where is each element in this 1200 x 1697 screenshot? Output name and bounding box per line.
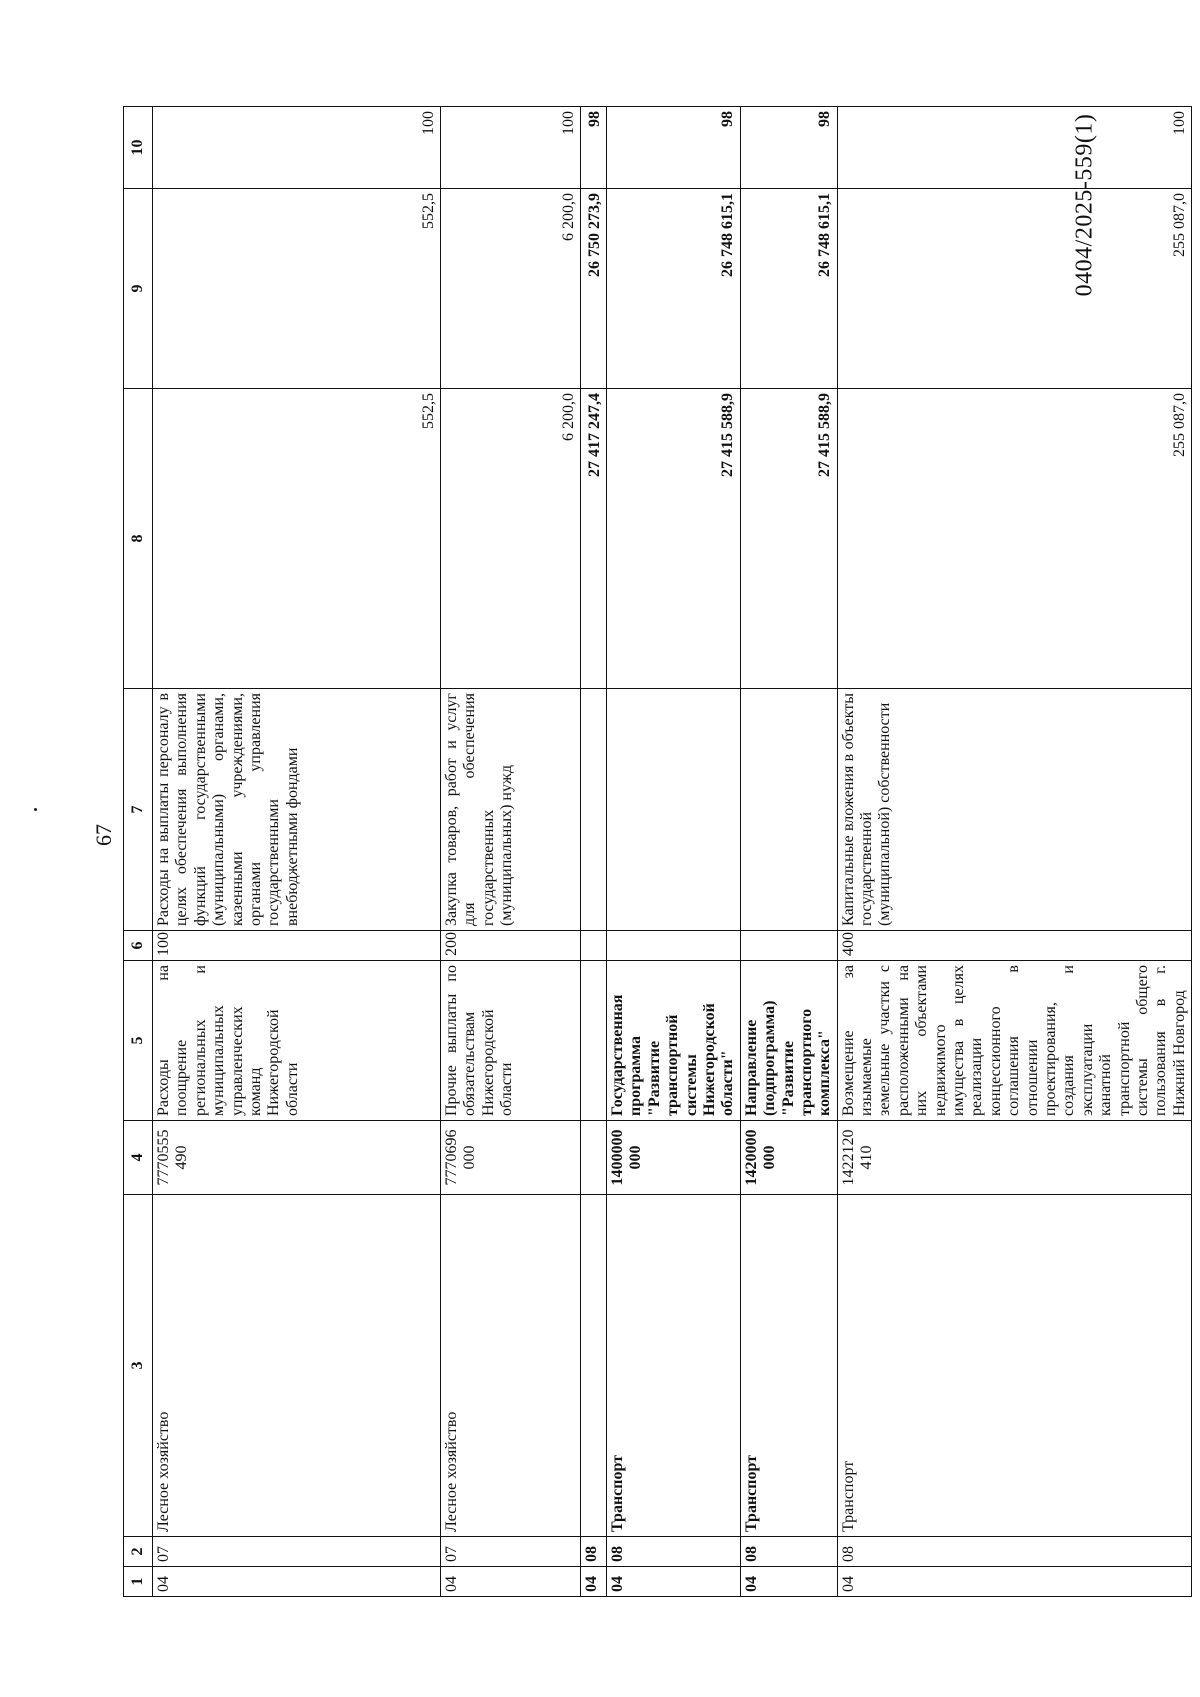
cell-actual: 26 748 615,1 — [607, 189, 741, 389]
cell-section: 04 — [607, 1567, 741, 1597]
table-row — [607, 107, 741, 1597]
col-header-3: 3 — [124, 1195, 153, 1537]
cell-target-code: 7770555 490 — [153, 1121, 441, 1195]
table-row — [581, 107, 607, 1597]
cell-section: 04 — [837, 1567, 1191, 1597]
cell-subsection: 07 — [441, 1537, 581, 1567]
cell-percent: 98 — [581, 107, 607, 189]
cell-expense-type: 400 — [837, 931, 1191, 961]
cell-actual: 26 750 273,9 — [581, 189, 607, 389]
cell-expense-name: Закупка товаров, работ и услуг для обеспечения государственных (муниципальных) нужд — [441, 689, 581, 931]
cell-expense-type — [581, 931, 607, 961]
col-header-5: 5 — [124, 961, 153, 1121]
cell-actual: 6 200,0 — [441, 189, 581, 389]
col-header-7: 7 — [124, 689, 153, 931]
cell-plan: 27 415 588,9 — [607, 389, 741, 689]
cell-expense-type: 200 — [441, 931, 581, 961]
cell-target-name: Прочие выплаты по обязательствам Нижегородской области — [441, 961, 581, 1121]
cell-actual: 26 748 615,1 — [740, 189, 837, 389]
cell-target-name — [581, 961, 607, 1121]
cell-section-name: Транспорт — [607, 1195, 741, 1537]
table-row — [441, 107, 581, 1597]
cell-actual: 255 087,0 — [837, 189, 1191, 389]
cell-plan: 27 415 588,9 — [740, 389, 837, 689]
page-number: 67 — [91, 824, 116, 846]
table-row — [153, 107, 441, 1597]
cell-target-code: 7770696 000 — [441, 1121, 581, 1195]
cell-target-code: 1400000 000 — [607, 1121, 741, 1195]
cell-target-code: 1422120 410 — [837, 1121, 1191, 1195]
cell-expense-name — [740, 689, 837, 931]
cell-percent: 98 — [740, 107, 837, 189]
cell-percent: 100 — [837, 107, 1191, 189]
cell-section-name — [581, 1195, 607, 1537]
cell-section-name: Лесное хозяйство — [153, 1195, 441, 1537]
cell-subsection: 08 — [740, 1537, 837, 1567]
cell-subsection: 08 — [581, 1537, 607, 1567]
col-header-6: 6 — [124, 931, 153, 961]
col-header-9: 9 — [124, 189, 153, 389]
document-code: 0404/2025-559(1) — [1071, 113, 1098, 297]
col-header-1: 1 — [124, 1567, 153, 1597]
col-header-8: 8 — [124, 389, 153, 689]
cell-expense-name — [581, 689, 607, 931]
cell-percent: 100 — [441, 107, 581, 189]
header-row — [124, 107, 153, 1597]
cell-section: 04 — [740, 1567, 837, 1597]
cell-target-code: 1420000 000 — [740, 1121, 837, 1195]
cell-section-name: Транспорт — [740, 1195, 837, 1537]
cell-expense-name: Капитальные вложения в объекты государственной (муниципальной) собственности — [837, 689, 1191, 931]
cell-section: 04 — [153, 1567, 441, 1597]
cell-subsection: 08 — [607, 1537, 741, 1567]
cell-actual: 552,5 — [153, 189, 441, 389]
cell-expense-name: Расходы на выплаты персоналу в целях обеспечения выполнения функций государственными (муниципальными) органами, казенными учреждениями, органами управления государственными внебюджетными фондами — [153, 689, 441, 931]
cell-section-name: Транспорт — [837, 1195, 1191, 1537]
cell-target-name: Расходы на поощрение региональных и муниципальных управленческих команд Нижегородской области — [153, 961, 441, 1121]
table-row — [837, 107, 1191, 1597]
col-header-10: 10 — [124, 107, 153, 189]
budget-table — [123, 106, 1192, 1597]
cell-plan: 6 200,0 — [441, 389, 581, 689]
col-header-2: 2 — [124, 1537, 153, 1567]
cell-percent: 98 — [607, 107, 741, 189]
cell-subsection: 08 — [837, 1537, 1191, 1567]
cell-expense-name — [607, 689, 741, 931]
cell-plan: 552,5 — [153, 389, 441, 689]
cell-target-name: Государственная программа "Развитие транспортной системы Нижегородской области" — [607, 961, 741, 1121]
cell-target-name: Направление (подпрограмма) "Развитие транспортного комплекса" — [740, 961, 837, 1121]
cell-expense-type — [607, 931, 741, 961]
col-header-4: 4 — [124, 1121, 153, 1195]
cell-percent: 100 — [153, 107, 441, 189]
cell-section: 04 — [581, 1567, 607, 1597]
table-row — [740, 107, 837, 1597]
cell-expense-type — [740, 931, 837, 961]
cell-target-code — [581, 1121, 607, 1195]
cell-section: 04 — [441, 1567, 581, 1597]
cell-section-name: Лесное хозяйство — [441, 1195, 581, 1537]
cell-plan: 255 087,0 — [837, 389, 1191, 689]
cell-subsection: 07 — [153, 1537, 441, 1567]
cell-plan: 27 417 247,4 — [581, 389, 607, 689]
scan-dot — [34, 808, 37, 811]
cell-expense-type: 100 — [153, 931, 441, 961]
cell-target-name: Возмещение за изымаемые земельные участки с расположенными на них объектами недвижимого имущества в целях реализации концессионного соглашения в отношении проектирования, создания и эксплуатации канатной транспортной системы общего пользования в г. Нижний Новгород — [837, 961, 1191, 1121]
